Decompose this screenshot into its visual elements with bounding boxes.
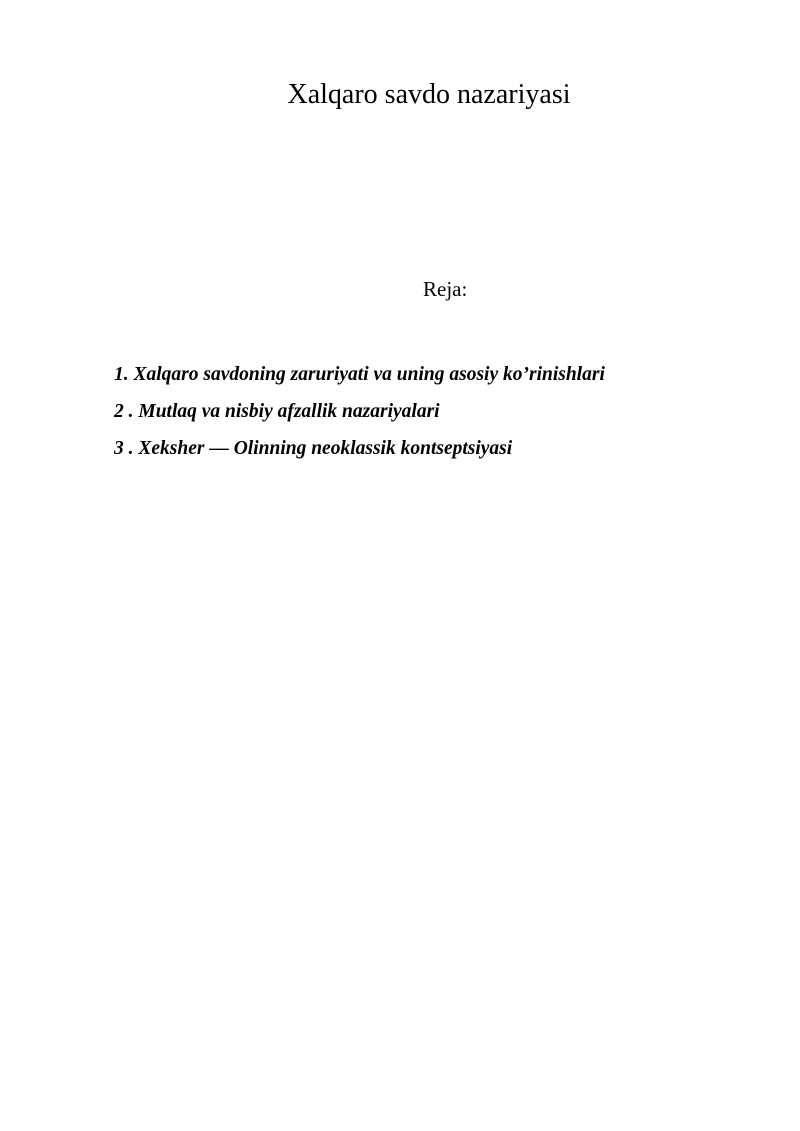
plan-item: 2 . Mutlaq va nisbiy afzallik nazariyalari: [114, 401, 440, 422]
document-title: Xalqaro savdo nazariyasi: [287, 79, 571, 110]
plan-item: 3 . Xeksher — Olinning neoklassik kontseptsiyasi: [114, 438, 513, 459]
plan-item: 1. Xalqaro savdoning zaruriyati va uning asosiy ko’rinishlari: [114, 364, 605, 385]
plan-heading: Reja:: [423, 277, 468, 301]
plan-list: [114, 356, 605, 467]
